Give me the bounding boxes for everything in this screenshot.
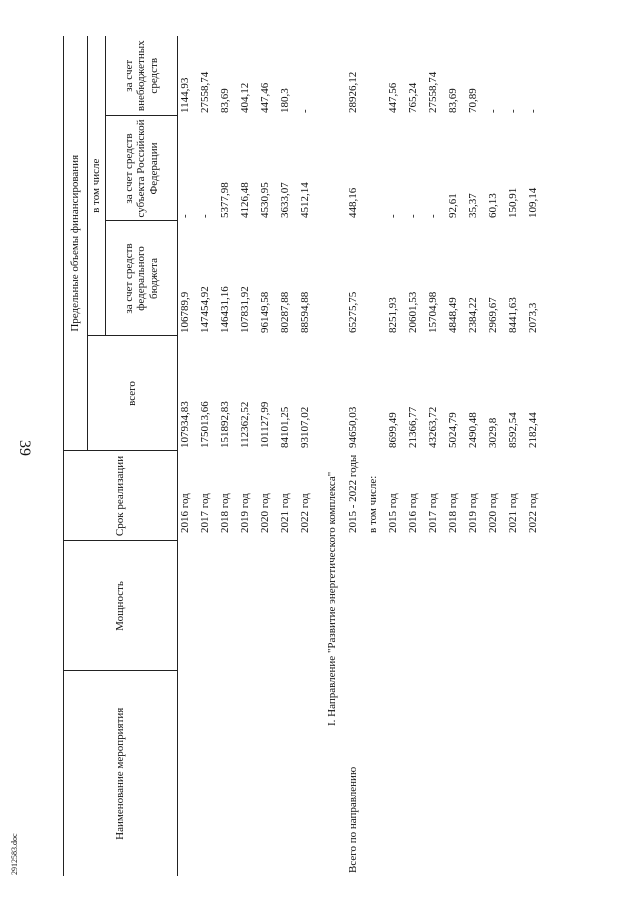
total-cell: 107934,83 bbox=[179, 401, 191, 448]
offbudget-cell: - bbox=[299, 109, 311, 113]
federal-cell: 15704,98 bbox=[427, 291, 439, 333]
offbudget-cell: 83,69 bbox=[447, 88, 459, 113]
offbudget-cell: 180,3 bbox=[279, 88, 291, 113]
regional-cell: 4512,14 bbox=[299, 182, 311, 218]
table-row bbox=[406, 36, 426, 876]
total-cell: 8592,54 bbox=[507, 412, 519, 448]
total-cell: 8699,49 bbox=[387, 412, 399, 448]
period-cell: 2018 год bbox=[447, 493, 459, 533]
table-row bbox=[526, 36, 546, 876]
federal-cell: 80287,88 bbox=[279, 291, 291, 333]
total-cell: 5024,79 bbox=[447, 412, 459, 448]
federal-cell: 2969,67 bbox=[487, 297, 499, 333]
offbudget-cell: 1144,93 bbox=[179, 77, 191, 113]
header-name: Наименование мероприятия bbox=[64, 671, 178, 876]
total-cell: 151892,83 bbox=[219, 401, 231, 448]
period-cell: 2016 год bbox=[407, 493, 419, 533]
federal-cell: 88594,88 bbox=[299, 291, 311, 333]
period-cell: 2019 год bbox=[239, 493, 251, 533]
total-cell: 112362,52 bbox=[239, 401, 251, 448]
summary-name: Всего по направлению bbox=[347, 766, 359, 873]
table-row bbox=[386, 36, 406, 876]
header-capacity: Мощность bbox=[64, 541, 178, 671]
section-title: I. Направление "Развитие энергетического комплекса" bbox=[326, 471, 338, 726]
offbudget-cell: - bbox=[487, 109, 499, 113]
regional-cell: - bbox=[199, 214, 211, 218]
federal-cell: 147454,92 bbox=[199, 286, 211, 333]
summary-period: 2015 - 2022 годы bbox=[347, 454, 359, 533]
table-row bbox=[466, 36, 486, 876]
section-row bbox=[318, 36, 346, 876]
table-row bbox=[298, 36, 318, 876]
table-row bbox=[258, 36, 278, 876]
summary-federal: 65275,75 bbox=[347, 291, 359, 333]
period-cell: 2022 год bbox=[527, 493, 539, 533]
table-row bbox=[198, 36, 218, 876]
offbudget-cell: 27558,74 bbox=[199, 71, 211, 113]
total-cell: 2182,44 bbox=[527, 412, 539, 448]
regional-cell: 150,91 bbox=[507, 187, 519, 218]
period-cell: 2021 год bbox=[507, 493, 519, 533]
table-row bbox=[506, 36, 526, 876]
regional-cell: 3633,07 bbox=[279, 182, 291, 218]
offbudget-cell: 447,46 bbox=[259, 82, 271, 113]
federal-cell: 2384,22 bbox=[467, 297, 479, 333]
summary-row bbox=[346, 36, 366, 876]
header-including: в том числе bbox=[88, 36, 106, 336]
regional-cell: 109,14 bbox=[527, 187, 539, 218]
regional-cell: 60,13 bbox=[487, 193, 499, 218]
period-cell: 2017 год bbox=[427, 493, 439, 533]
header-financing: Предельные объемы финансирования bbox=[64, 36, 88, 451]
summary-total: 94650,03 bbox=[347, 406, 359, 448]
rotated-page bbox=[63, 16, 583, 876]
offbudget-cell: 70,89 bbox=[467, 88, 479, 113]
federal-cell: 20601,53 bbox=[407, 291, 419, 333]
summary-offbudget: 28926,12 bbox=[347, 71, 359, 113]
period-cell: 2017 год bbox=[199, 493, 211, 533]
period-cell: 2019 год bbox=[467, 493, 479, 533]
total-cell: 21366,77 bbox=[407, 406, 419, 448]
period-cell: 2022 год bbox=[299, 493, 311, 533]
including-label: в том числе: bbox=[367, 475, 379, 533]
regional-cell: 35,37 bbox=[467, 193, 479, 218]
including-row bbox=[366, 36, 386, 876]
table-row bbox=[278, 36, 298, 876]
period-cell: 2018 год bbox=[219, 493, 231, 533]
period-cell: 2015 год bbox=[387, 493, 399, 533]
period-cell: 2020 год bbox=[487, 493, 499, 533]
federal-cell: 2073,3 bbox=[527, 302, 539, 333]
period-cell: 2016 год bbox=[179, 493, 191, 533]
table-row bbox=[446, 36, 466, 876]
period-cell: 2020 год bbox=[259, 493, 271, 533]
header-federal: за счет средств федерального бюджета bbox=[106, 221, 178, 336]
regional-cell: 5377,98 bbox=[219, 182, 231, 218]
regional-cell: 4530,95 bbox=[259, 182, 271, 218]
table-header bbox=[64, 36, 178, 876]
period-cell: 2021 год bbox=[279, 493, 291, 533]
regional-cell: - bbox=[407, 214, 419, 218]
federal-cell: 146431,16 bbox=[219, 286, 231, 333]
offbudget-cell: - bbox=[507, 109, 519, 113]
header-offbudget: за счет внебюджетных средств bbox=[106, 36, 178, 116]
total-cell: 175013,66 bbox=[199, 401, 211, 448]
total-cell: 101127,99 bbox=[259, 401, 271, 448]
federal-cell: 107831,92 bbox=[239, 286, 251, 333]
total-cell: 2490,48 bbox=[467, 412, 479, 448]
total-cell: 84101,25 bbox=[279, 406, 291, 448]
federal-cell: 8251,93 bbox=[387, 297, 399, 333]
offbudget-cell: 83,69 bbox=[219, 88, 231, 113]
table-row bbox=[238, 36, 258, 876]
regional-cell: - bbox=[427, 214, 439, 218]
page-number: 39 bbox=[16, 440, 33, 456]
regional-cell: 4126,48 bbox=[239, 182, 251, 218]
table-row bbox=[426, 36, 446, 876]
federal-cell: 4848,49 bbox=[447, 297, 459, 333]
total-cell: 3029,8 bbox=[487, 417, 499, 448]
offbudget-cell: - bbox=[527, 109, 539, 113]
total-cell: 43263,72 bbox=[427, 406, 439, 448]
offbudget-cell: 765,24 bbox=[407, 82, 419, 113]
offbudget-cell: 404,12 bbox=[239, 82, 251, 113]
federal-cell: 96149,58 bbox=[259, 291, 271, 333]
federal-cell: 106789,9 bbox=[179, 291, 191, 333]
table-body bbox=[178, 36, 547, 876]
federal-cell: 8441,63 bbox=[507, 297, 519, 333]
financing-table bbox=[63, 36, 546, 876]
regional-cell: - bbox=[387, 214, 399, 218]
regional-cell: - bbox=[179, 214, 191, 218]
header-period: Срок реализации bbox=[64, 451, 178, 541]
footer-filename: 2912583.doc bbox=[10, 833, 19, 875]
total-cell: 93107,02 bbox=[299, 406, 311, 448]
table-row bbox=[178, 36, 199, 876]
header-regional: за счет средств субъекта Российской Федерации bbox=[106, 116, 178, 221]
table-row bbox=[486, 36, 506, 876]
regional-cell: 92,61 bbox=[447, 193, 459, 218]
table-row bbox=[218, 36, 238, 876]
header-total: всего bbox=[88, 336, 178, 451]
summary-regional: 448,16 bbox=[347, 187, 359, 218]
offbudget-cell: 27558,74 bbox=[427, 71, 439, 113]
offbudget-cell: 447,56 bbox=[387, 82, 399, 113]
